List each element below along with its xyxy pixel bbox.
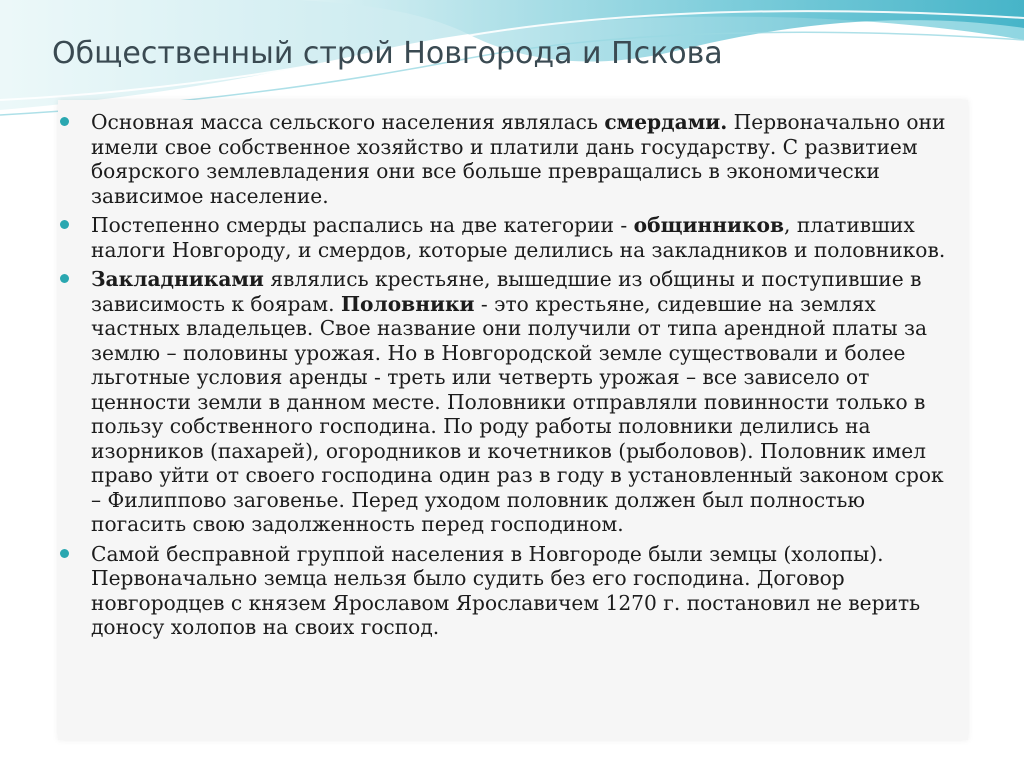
bold-term: общинников [633,213,785,237]
bullet-dot-icon [60,117,69,126]
bold-term: Закладниками [91,267,264,291]
text-run: - это крестьяне, сидевшие на землях частных владельцев. Свое название они получили от типа арендной платы за землю – половины урожая. Но в Новгородской земле существовали и более льготные условия аренды - треть или четверть урожая – все зависело от ценности земли в данном месте. Половники отправляли повинности только в пользу собственного господина. По роду работы половники делились на изорников (пахарей), огородников и кочетников (рыболовов). Половник имел право уйти от своего господина один раз в году в установленный законом срок – Филиппово заговенье. Перед уходом половник должен был полностью погасить свою задолженность перед господином. [91,291,944,536]
bullet-dot-icon [60,549,69,558]
bullet-dot-icon [60,274,69,283]
text-run: являлись крестьяне, вышедшие из общины и поступившие в зависимость к боярам. [91,267,922,316]
bold-term: Половники [340,291,475,316]
bold-term: смердами. [604,110,728,134]
text-run: Первоначально они имели свое собственное хозяйство и платили дань государству. С развитием боярского землевладения они все больше превращались в экономически зависимое население. [91,110,946,208]
text-run: Самой бесправной группой населения в Новгороде были земцы (холопы). Первоначально земца нельзя было судить без его господина. Договор новгородцев с князем Ярославом Ярославичем 1270 г. постановил не верить доносу холопов на своих господ. [91,541,921,639]
bullet-item [60,110,960,208]
bullet-text [91,267,944,536]
text-run: , плативших налоги Новгороду, и смердов, которые делились на закладников и половников. [91,213,946,262]
bullet-text [91,213,945,262]
bullet-list [60,110,960,645]
bullet-item [60,267,960,537]
bullet-item [60,542,960,640]
text-run: Основная масса сельского населения являлась [91,110,605,134]
text-run: Постепенно смерды распались на две категории - [91,213,634,237]
bullet-item [60,213,960,262]
slide-title: Общественный строй Новгорода и Пскова [52,36,723,71]
bullet-text [91,542,920,640]
bullet-dot-icon [60,220,69,229]
bullet-text [91,110,945,208]
